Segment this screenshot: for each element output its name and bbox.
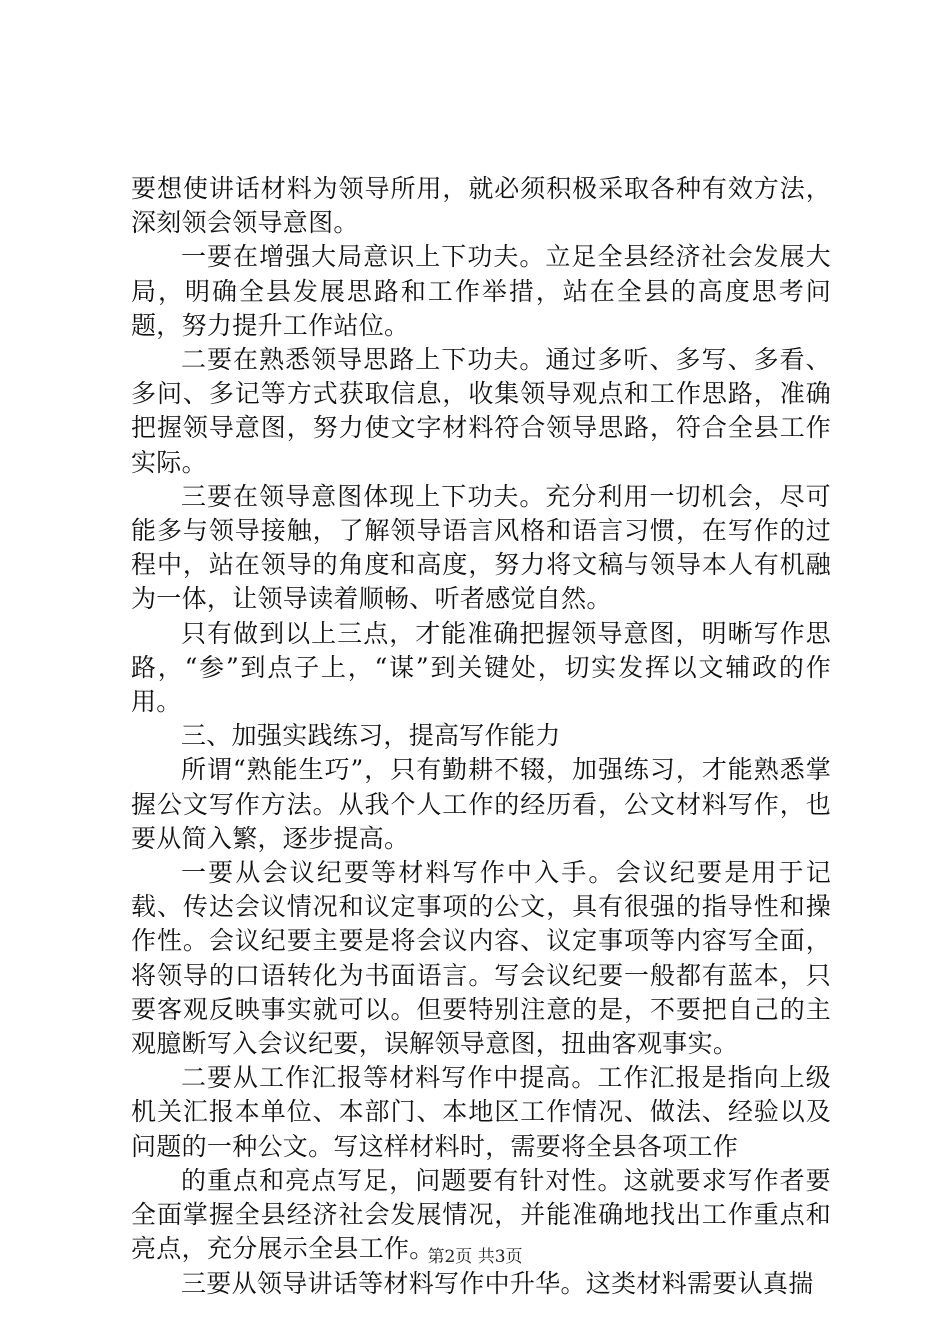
paragraph: 二要从工作汇报等材料写作中提高。工作汇报是指向上级机关汇报本单位、本部门、本地区工作情况、做法、经验以及问题的一种公文。写这样材料时，需要将全县各项工作 <box>131 1063 831 1161</box>
document-body <box>131 172 831 1301</box>
paragraph: 要想使讲话材料为领导所用，就必须积极采取各种有效方法，深刻领会领导意图。 <box>131 174 831 238</box>
paragraph: 的重点和亮点写足，问题要有针对性。这就要求写作者要全面掌握全县经济社会发展情况，并能准确地找出工作重点和亮点，充分展示全县工作。 <box>131 1165 831 1264</box>
paragraph: 二要在熟悉领导思路上下功夫。通过多听、多写、多看、多问、多记等方式获取信息，收集领导观点和工作思路，准确把握领导意图，努力使文字材料符合领导思路，符合全县工作实际。 <box>131 345 831 477</box>
page-footer: 第2页 共3页 <box>427 1247 523 1267</box>
paragraph: 一要在增强大局意识上下功夫。立足全县经济社会发展大局，明确全县发展思路和工作举措，站在全县的高度思考问题，努力提升工作站位。 <box>131 242 831 340</box>
paragraph: 只有做到以上三点，才能准确把握领导意图，明晰写作思路，“参”到点子上，“谋”到关键处，切实发挥以文辅政的作用。 <box>131 618 831 717</box>
paragraph: 三要从领导讲话等材料写作中升华。这类材料需要认真揣 <box>181 1268 814 1298</box>
paragraph: 一要从会议纪要等材料写作中入手。会议纪要是用于记载、传达会议情况和议定事项的公文，具有很强的指导性和操作性。会议纪要主要是将会议内容、议定事项等内容写全面，将领导的口语转化为书面语言。写会议纪要一般都有蓝本，只要客观反映事实就可以。但要特别注意的是，不要把自己的主观臆断写入会议纪要，误解领导意图，扭曲客观事实。 <box>131 858 831 1059</box>
paragraph: 三要在领导意图体现上下功夫。充分利用一切机会，尽可能多与领导接触，了解领导语言风格和语言习惯，在写作的过程中，站在领导的角度和高度，努力将文稿与领导本人有机融为一体，让领导读着顺畅、听者感觉自然。 <box>131 481 831 614</box>
paragraph: 三、加强实践练习，提高写作能力 <box>181 721 561 751</box>
paragraph: 所谓“熟能生巧”，只有勤耕不辍，加强练习，才能熟悉掌握公文写作方法。从我个人工作的经历看，公文材料写作，也要从简入繁，逐步提高。 <box>131 755 831 853</box>
